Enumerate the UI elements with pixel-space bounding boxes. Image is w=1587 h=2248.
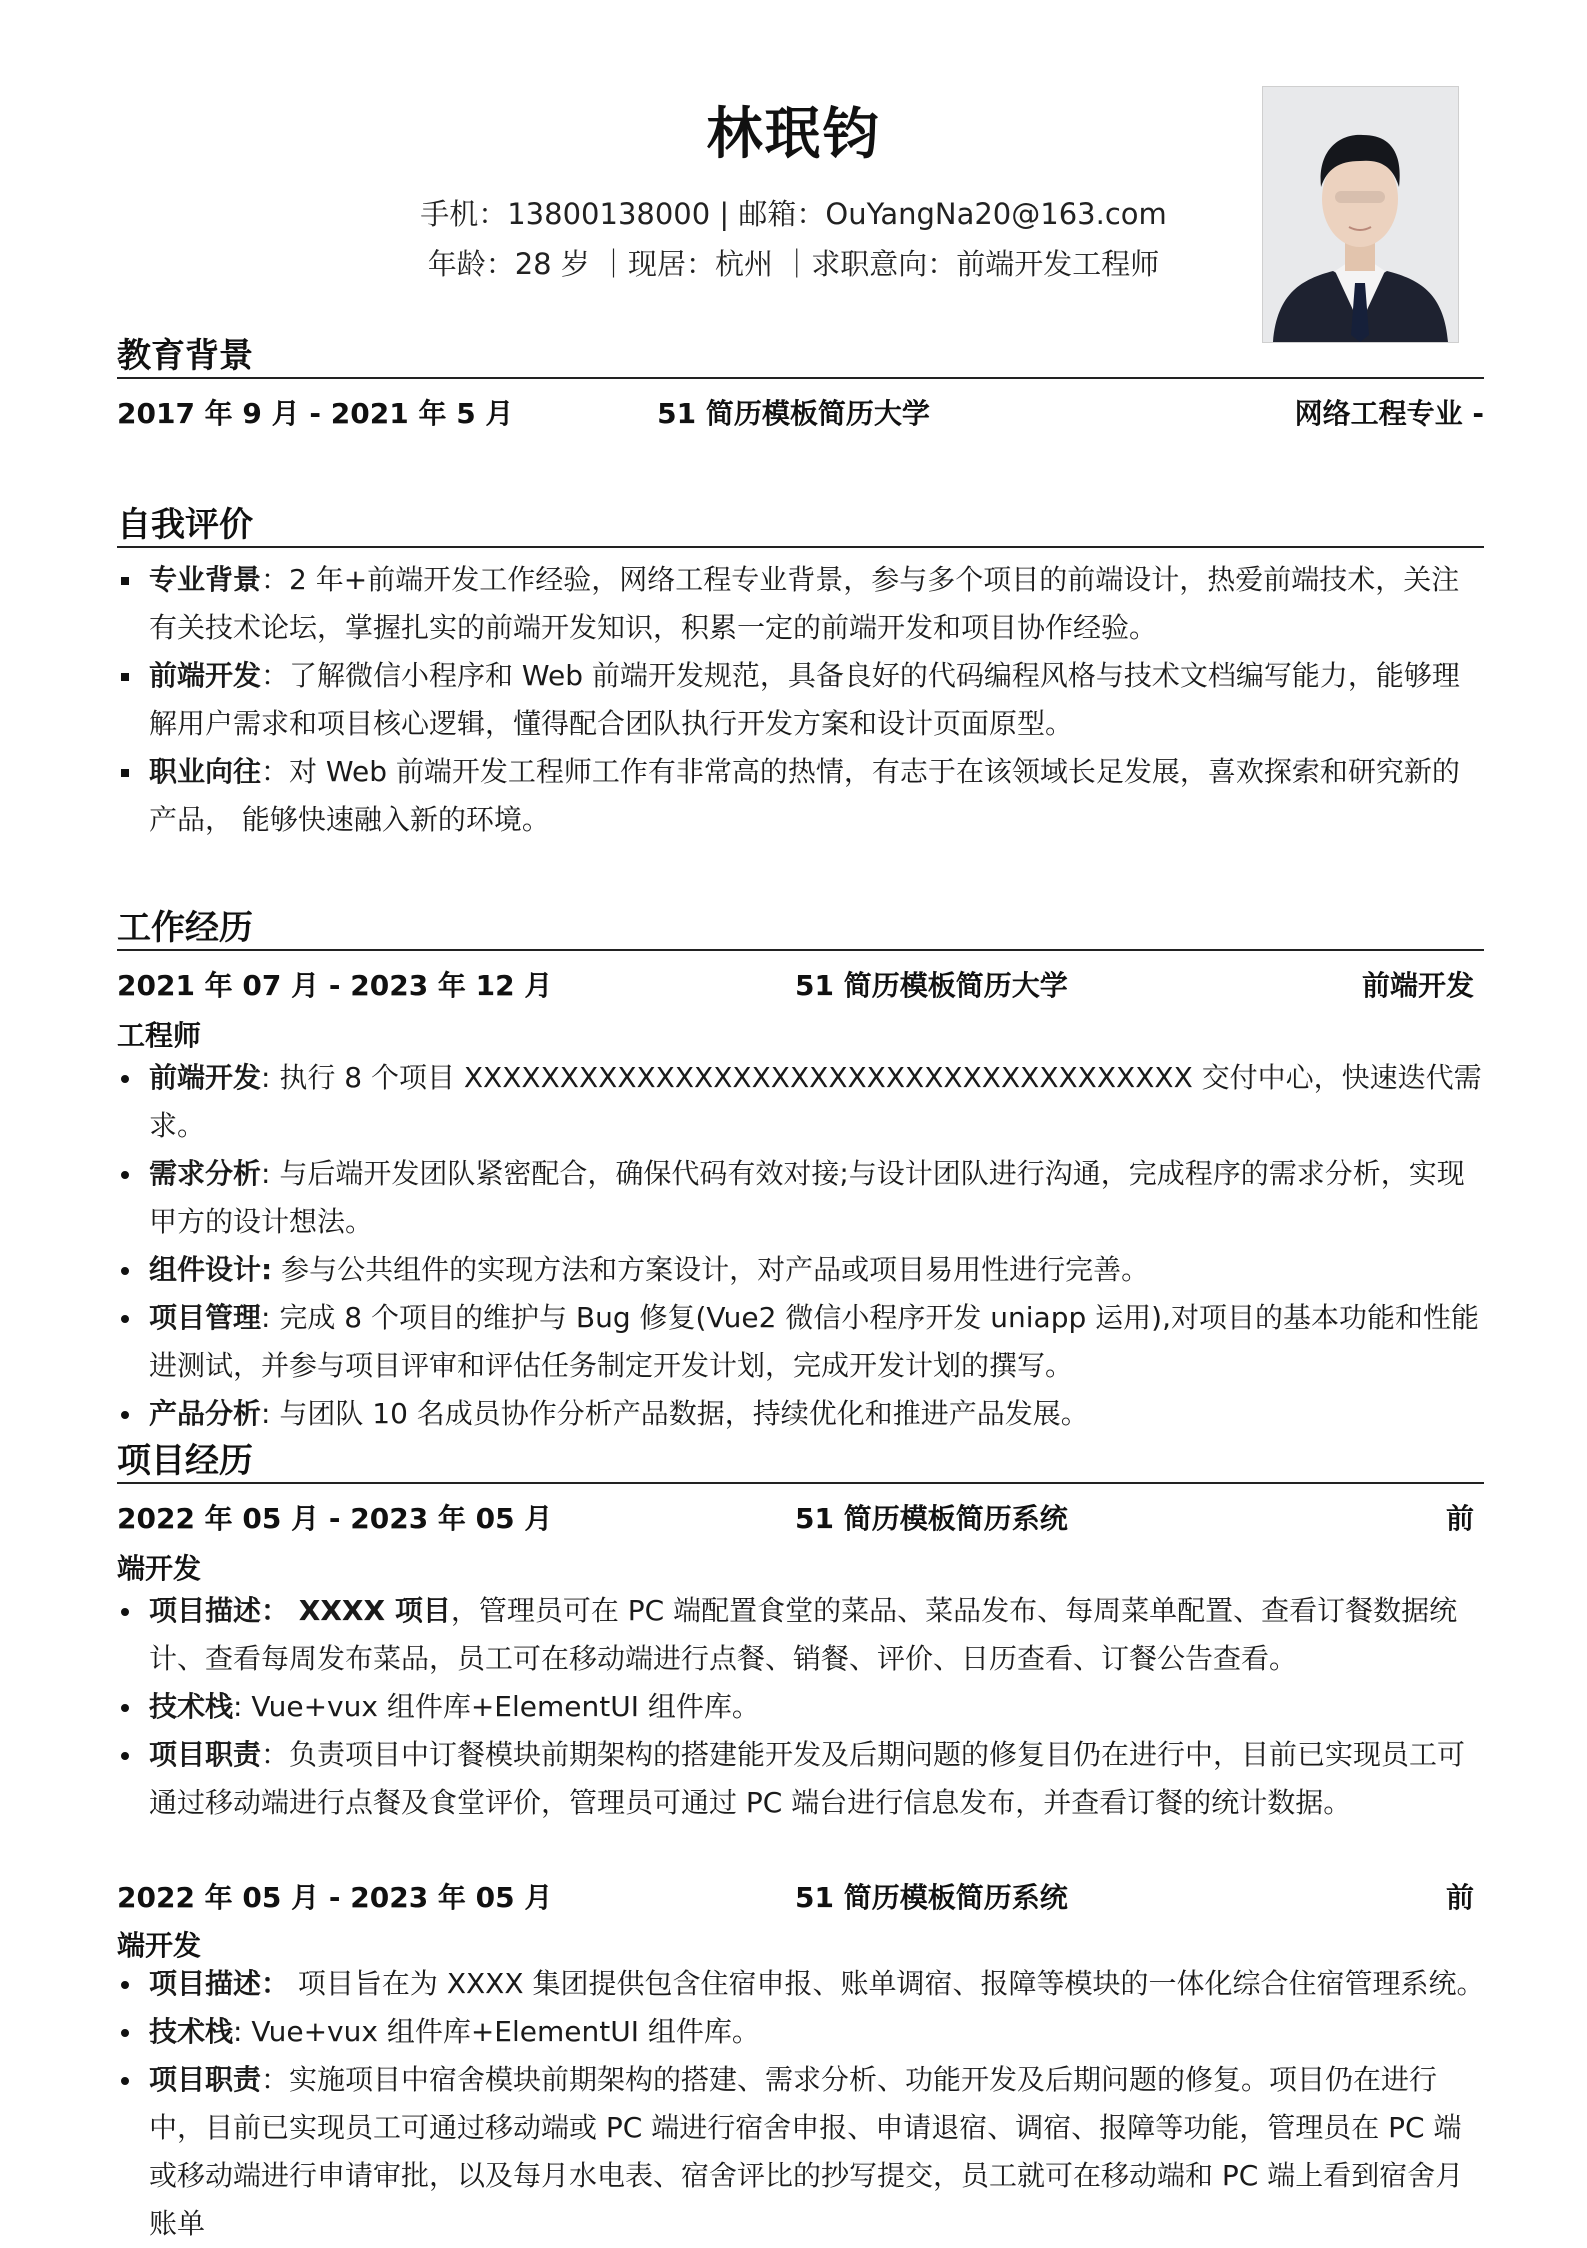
item-text: ：实施项目中宿舍模块前期架构的搭建、需求分析、功能开发及后期问题的修复。项目仍在进行中，目前已实现员工可通过移动端或 PC 端进行宿舍申报、申请退宿、调宿、报障等功能，管理员在 PC 端或移动端进行申请审批，以及每月水电表、宿舍评比的抄写提交，员工就可在移动端和 PC 端上看到宿舍月账单 (149, 2063, 1464, 2240)
self-evaluation-list (117, 556, 1487, 844)
project-details-list (117, 1960, 1487, 2248)
contact-age-location-intent: 年龄：28 岁 ｜现居：杭州 ｜求职意向：前端开发工程师 (427, 247, 1160, 281)
list-item (117, 1587, 1487, 1683)
item-key: 项目职责 (149, 1738, 262, 1771)
item-text: ：了解微信小程序和 Web 前端开发规范，具备良好的代码编程风格与技术文档编写能力，能够理解用户需求和项目核心逻辑，懂得配合团队执行开发方案和设计页面原型。 (149, 659, 1460, 740)
item-text: 参与公共组件的实现方法和方案设计，对产品或项目易用性进行完善。 (272, 1253, 1150, 1286)
list-item (117, 1054, 1487, 1150)
square-bullet-icon (121, 673, 129, 681)
section-divider (117, 377, 1484, 379)
item-text: : 完成 8 个项目的维护与 Bug 修复(Vue2 微信小程序开发 uniapp 运用),对项目的基本功能和性能进测试，并参与项目评审和评估任务制定开发计划，完成开发计划的撰写。 (149, 1301, 1479, 1382)
item-key: 专业背景 (149, 563, 262, 596)
section-title-work: 工作经历 (117, 908, 253, 948)
item-key: 需求分析 (149, 1157, 262, 1190)
project-role-continued: 端开发 (117, 1552, 202, 1585)
round-bullet-icon (121, 2029, 129, 2037)
item-text: : Vue+vux 组件库+ElementUI 组件库。 (233, 2015, 760, 2048)
item-text: : 执行 8 个项目 XXXXXXXXXXXXXXXXXXXXXXXXXXXXXXXXXXXXXX 交付中心，快速迭代需求。 (149, 1061, 1482, 1142)
item-text: ：负责项目中订餐模块前期架构的搭建能开发及后期问题的修复目仍在进行中，目前已实现员工可通过移动端进行点餐及食堂评价，管理员可通过 PC 端台进行信息发布，并查看订餐的统计数据。 (149, 1738, 1466, 1819)
project-role: 前 (1445, 1502, 1474, 1535)
list-item (117, 1731, 1487, 1827)
round-bullet-icon (121, 1315, 129, 1323)
project-name: 51 简历模板简历系统 (795, 1502, 1068, 1535)
section-title-self-evaluation: 自我评价 (117, 505, 253, 545)
section-divider (117, 1482, 1484, 1484)
item-key: 产品分析 (149, 1397, 262, 1430)
candidate-name: 林珉钧 (706, 102, 881, 167)
project-date: 2022 年 05 月 - 2023 年 05 月 (117, 1502, 553, 1535)
item-text: : 与后端开发团队紧密配合，确保代码有效对接;与设计团队进行沟通，完成程序的需求分析，实现甲方的设计想法。 (149, 1157, 1465, 1238)
profile-photo-illustration (1263, 87, 1458, 342)
round-bullet-icon (121, 1704, 129, 1712)
project-details-list (117, 1587, 1487, 1827)
item-key: 项目管理 (149, 1301, 262, 1334)
work-company: 51 简历模板简历大学 (795, 969, 1068, 1002)
round-bullet-icon (121, 1267, 129, 1275)
item-text: ，管理员可在 PC 端配置食堂的菜品、菜品发布、每周菜单配置、查看订餐数据统计、查看每周发布菜品，员工可在移动端进行点餐、销餐、评价、日历查看、订餐公告查看。 (149, 1594, 1458, 1675)
profile-photo (1262, 86, 1459, 343)
work-date: 2021 年 07 月 - 2023 年 12 月 (117, 969, 553, 1002)
work-role-continued: 工程师 (117, 1019, 202, 1052)
round-bullet-icon (121, 1752, 129, 1760)
list-item (117, 1390, 1487, 1438)
list-item (117, 1294, 1487, 1390)
work-duties-list (117, 1054, 1487, 1438)
item-key: 前端开发 (149, 1061, 262, 1094)
list-item (117, 2056, 1487, 2248)
round-bullet-icon (121, 1608, 129, 1616)
item-text: : 与团队 10 名成员协作分析产品数据，持续优化和推进产品发展。 (261, 1397, 1089, 1430)
project-date: 2022 年 05 月 - 2023 年 05 月 (117, 1881, 553, 1914)
square-bullet-icon (121, 769, 129, 777)
item-key: 技术栈 (149, 2015, 234, 2048)
list-item (117, 2008, 1487, 2056)
round-bullet-icon (121, 2077, 129, 2085)
item-key: 项目描述： (149, 1967, 290, 2000)
project-role: 前 (1445, 1881, 1474, 1914)
section-divider (117, 546, 1484, 548)
list-item (117, 1960, 1487, 2008)
list-item (117, 1683, 1487, 1731)
item-text: 项目旨在为 XXXX 集团提供包含住宿申报、账单调宿、报障等模块的一体化综合住宿管理系统。 (289, 1967, 1485, 2000)
round-bullet-icon (121, 1411, 129, 1419)
list-item (117, 748, 1487, 844)
education-date: 2017 年 9 月 - 2021 年 5 月 (117, 397, 514, 430)
round-bullet-icon (121, 1981, 129, 1989)
section-divider (117, 949, 1484, 951)
round-bullet-icon (121, 1171, 129, 1179)
item-key: 职业向往 (149, 755, 262, 788)
section-title-projects: 项目经历 (117, 1441, 253, 1481)
education-school: 51 简历模板简历大学 (657, 397, 930, 430)
list-item (117, 1246, 1487, 1294)
project-name: 51 简历模板简历系统 (795, 1881, 1068, 1914)
item-text: : Vue+vux 组件库+ElementUI 组件库。 (233, 1690, 760, 1723)
item-key: 前端开发 (149, 659, 262, 692)
education-major: 网络工程专业 - (1294, 397, 1484, 430)
work-role: 前端开发 (1361, 969, 1474, 1002)
round-bullet-icon (121, 1075, 129, 1083)
square-bullet-icon (121, 577, 129, 585)
project-role-continued: 端开发 (117, 1929, 202, 1962)
list-item (117, 652, 1487, 748)
contact-phone-email: 手机：13800138000 | 邮箱：OuYangNa20@163.com (420, 197, 1167, 231)
item-key: 组件设计: (149, 1253, 273, 1286)
list-item (117, 556, 1487, 652)
list-item (117, 1150, 1487, 1246)
item-key: 项目描述： XXXX 项目 (149, 1594, 451, 1627)
item-key: 项目职责 (149, 2063, 262, 2096)
item-key: 技术栈 (149, 1690, 234, 1723)
item-text: ：对 Web 前端开发工程师工作有非常高的热情，有志于在该领域长足发展，喜欢探索和研究新的产品， 能够快速融入新的环境。 (149, 755, 1460, 836)
item-text: ：2 年+前端开发工作经验，网络工程专业背景，参与多个项目的前端设计，热爱前端技术，关注有关技术论坛，掌握扎实的前端开发知识，积累一定的前端开发和项目协作经验。 (149, 563, 1460, 644)
section-title-education: 教育背景 (117, 336, 253, 376)
